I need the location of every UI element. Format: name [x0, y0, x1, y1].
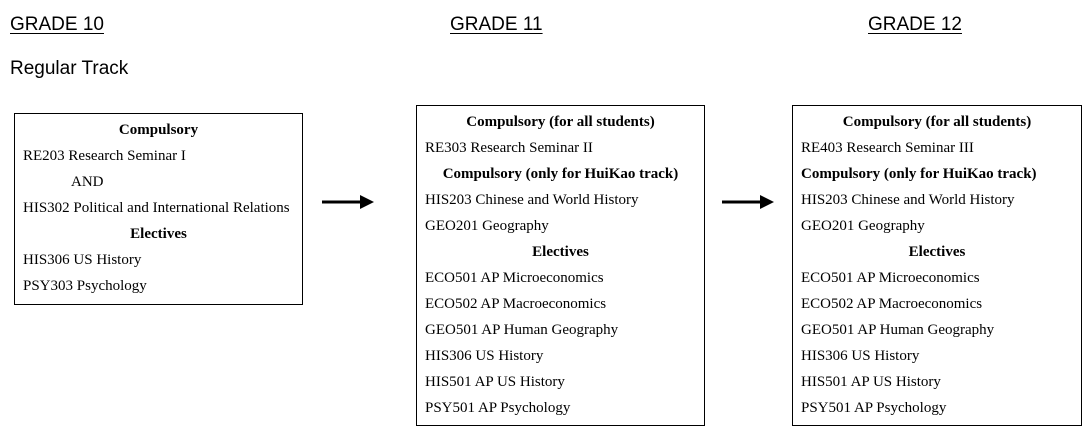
track-label: Regular Track	[10, 58, 129, 79]
course-item: ECO501 AP Microeconomics	[425, 270, 604, 286]
course-item: PSY501 AP Psychology	[801, 400, 947, 416]
course-item: HIS306 US History	[23, 252, 142, 268]
course-item: HIS501 AP US History	[425, 374, 565, 390]
course-item: HIS302 Political and International Relations	[23, 200, 290, 216]
course-item: GEO501 AP Human Geography	[425, 322, 619, 338]
course-item: HIS203 Chinese and World History	[425, 192, 639, 208]
course-item: ECO501 AP Microeconomics	[801, 270, 980, 286]
grade-10-course-box	[14, 113, 303, 305]
section-heading: Compulsory	[118, 122, 199, 138]
grade-12-course-box	[792, 105, 1082, 426]
section-heading: Compulsory (for all students)	[842, 114, 1032, 130]
section-heading: Compulsory (only for HuiKao track)	[801, 166, 1037, 182]
section-heading: Compulsory (for all students)	[466, 114, 655, 130]
course-item: GEO501 AP Human Geography	[801, 322, 995, 338]
arrow-right-icon	[720, 192, 776, 212]
course-item: GEO201 Geography	[801, 218, 925, 234]
grade-11-title: GRADE 11	[450, 14, 543, 35]
grade-10-title: GRADE 10	[10, 14, 104, 35]
arrow-right-icon	[320, 192, 376, 212]
course-item: HIS306 US History	[801, 348, 920, 364]
grade-11-course-box	[416, 105, 705, 426]
section-heading: Electives	[908, 244, 966, 260]
course-item: HIS306 US History	[425, 348, 544, 364]
section-heading: Compulsory (only for HuiKao track)	[442, 166, 679, 182]
course-item: RE203 Research Seminar I	[23, 148, 186, 164]
course-item: ECO502 AP Macroeconomics	[801, 296, 983, 312]
course-item: ECO502 AP Macroeconomics	[425, 296, 607, 312]
course-item: HIS203 Chinese and World History	[801, 192, 1015, 208]
course-item: HIS501 AP US History	[801, 374, 941, 390]
course-item: PSY501 AP Psychology	[425, 400, 571, 416]
course-item: PSY303 Psychology	[23, 278, 147, 294]
grade-12-title: GRADE 12	[868, 14, 962, 35]
course-item: RE303 Research Seminar II	[425, 140, 593, 156]
course-item: GEO201 Geography	[425, 218, 549, 234]
course-item: RE403 Research Seminar III	[801, 140, 974, 156]
connector-text: AND	[71, 174, 104, 190]
section-heading: Electives	[130, 226, 187, 242]
section-heading: Electives	[532, 244, 589, 260]
